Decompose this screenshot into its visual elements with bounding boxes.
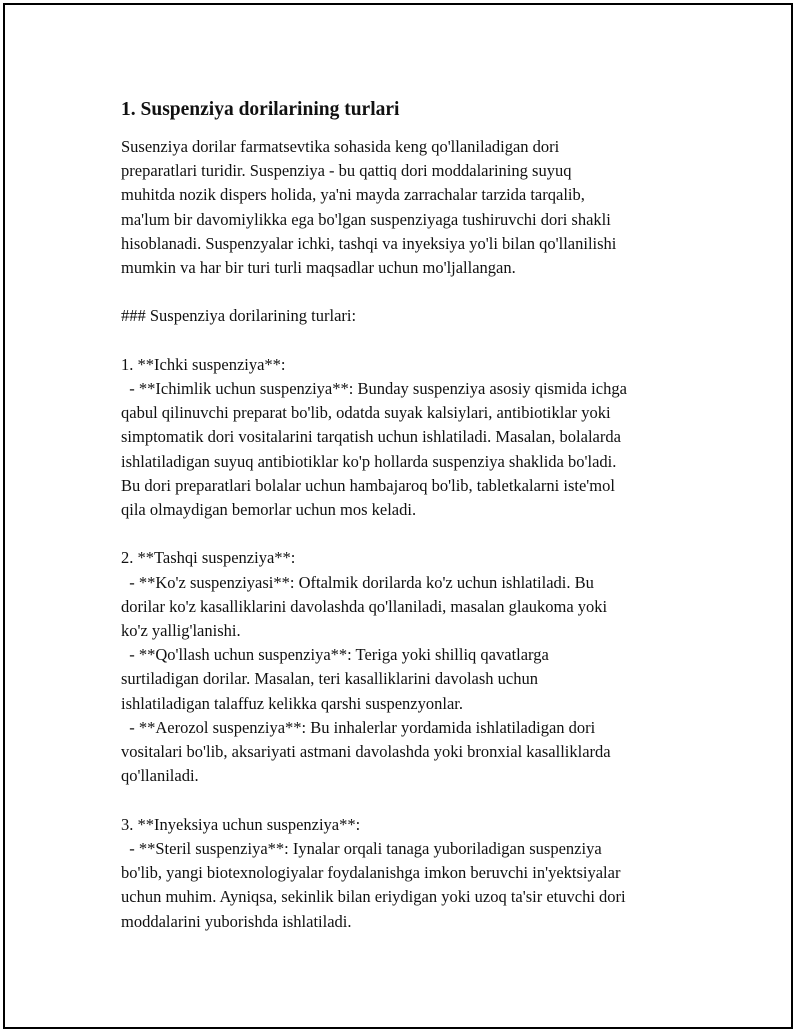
document-body-text: Susenziya dorilar farmatsevtika sohasida keng qo'llaniladigan dori preparatlari turidir. Suspenziya - bu qattiq dori moddalarining suyuq muhitda nozik dispers holida, ya'ni mayda zarrachalar tarzida tarqalib, ma'lum bir davomiylikka ega bo'lgan suspenziyaga tushiruvchi dori shakli hisoblanadi. Suspenzyalar ichki, tashqi va inyeksiya yo'li bilan qo'llanilishi mumkin va har bir turi turli maqsadlar uchun mo'ljallangan. ### Suspenziya dorilarining turlari: 1. **Ichki suspenziya**: - **Ichimlik uchun suspenziya**: Bunday suspenziya asosiy qismida ichga qabul qilinuvchi preparat bo'lib, odatda suyak kalsiylari, antibiotiklar yoki simptomatik dori vositalarini tarqatish uchun ishlatiladi. Masalan, bolalarda ishlatiladigan suyuq antibiotiklar ko'p hollarda suspenziya shaklida bo'ladi. Bu dori preparatlari bolalar uchun hambajaroq bo'lib, tabletkalarni iste'mol qila olmaydigan bemorlar uchun mos keladi. 2. **Tashqi suspenziya**: - **Ko'z suspenziyasi**: Oftalmik dorilarda ko'z uchun ishlatiladi. Bu dorilar ko'z kasalliklarini davolashda qo'llaniladi, masalan glaukoma yoki ko'z yallig'lanishi. - **Qo'llash uchun suspenziya**: Teriga yoki shilliq qavatlarga surtiladigan dorilar. Masalan, teri kasalliklarini davolash uchun ishlatiladigan talaffuz kelikka qarshi suspenzyonlar. - **Aerozol suspenziya**: Bu inhalerlar yordamida ishlatiladigan dori vositalari bo'lib, aksariyati astmani davolashda yoki bronxial kasalliklarda qo'llaniladi. 3. **Inyeksiya uchun suspenziya**: - **Steril suspenziya**: Iynalar orqali tanaga yuboriladigan suspenziya bo'lib, yangi biotexnologiyalar foydalanishga imkon beruvchi in'yektsiyalar uchun muhim. Ayniqsa, sekinlik bilan eriydigan yoki uzoq ta'sir etuvchi dori moddalarini yuborishda ishlatiladi. (121, 137, 627, 931)
document-page (3, 3, 793, 1029)
document-content (121, 97, 701, 934)
document-heading: 1. Suspenziya dorilarining turlari (121, 99, 400, 120)
